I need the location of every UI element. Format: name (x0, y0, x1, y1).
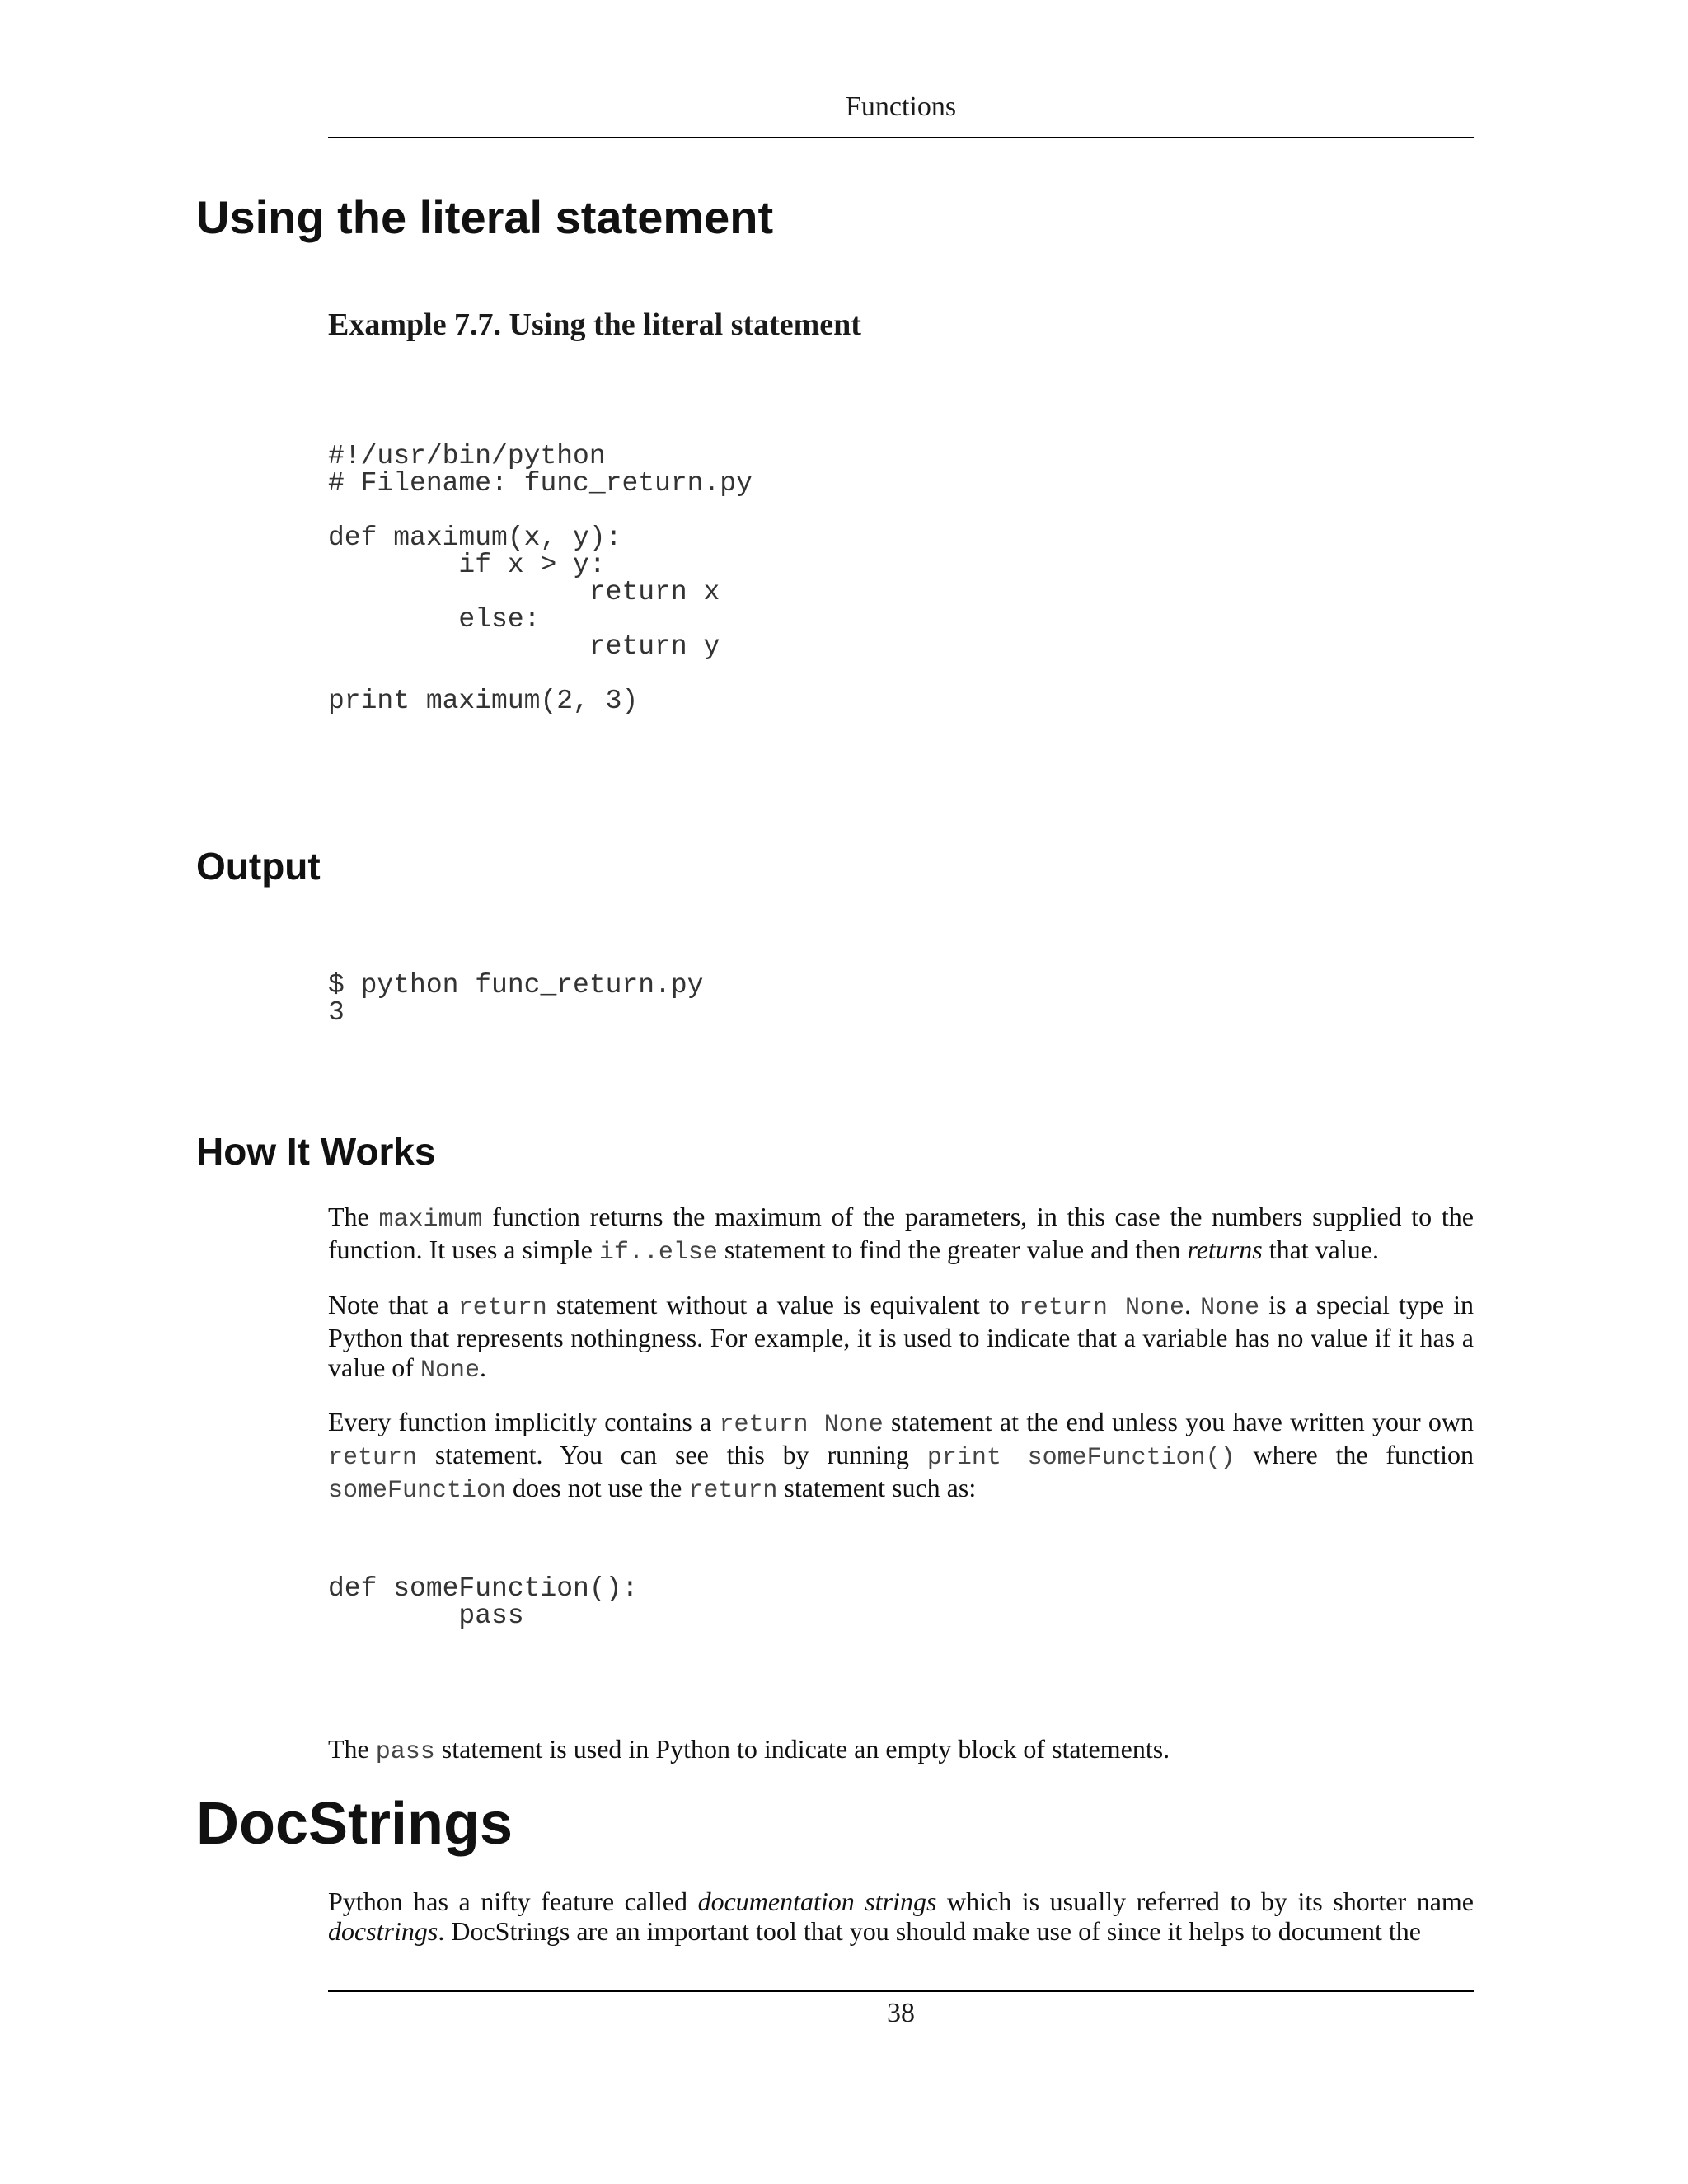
section-heading-docstrings: DocStrings (196, 1791, 513, 1857)
text-run: does not use the (506, 1473, 689, 1502)
text-run: where the function (1235, 1440, 1474, 1469)
emphasis: documentation strings (697, 1886, 937, 1916)
page-number: 38 (887, 1998, 915, 2028)
text-run: . (1184, 1290, 1201, 1319)
text-run: statement at the end unless you have written your own (883, 1407, 1474, 1436)
text-run: . (479, 1352, 486, 1382)
text-run: The (328, 1734, 376, 1764)
text-run: statement such as: (777, 1473, 977, 1502)
code-block-some-function: def someFunction(): pass (328, 1573, 639, 1631)
text-run: Python has a nifty feature called (328, 1886, 698, 1916)
text-run: statement. You can see this by running (417, 1440, 927, 1469)
inline-code: return None (719, 1411, 884, 1439)
inline-code: return (457, 1294, 547, 1322)
inline-code: if..else (598, 1239, 718, 1267)
inline-code: return (688, 1477, 778, 1505)
text-run: that value. (1262, 1235, 1379, 1264)
inline-code: return None (1018, 1294, 1185, 1322)
inline-code: return (328, 1444, 418, 1472)
running-header: Functions (845, 91, 957, 122)
text-run: function returns the maximum of the parameters, in this case the numbers supplied to the function. It uses a simple (328, 1202, 1475, 1264)
emphasis: returns (1187, 1235, 1263, 1264)
paragraph-how-1 (328, 1202, 1474, 1268)
text-run: The (328, 1202, 379, 1231)
text-run: Note that a (328, 1290, 458, 1319)
code-block-func-return: #!/usr/bin/python # Filename: func_return.py def maximum(x, y): if x > y: return x else: return y print maximum(2, 3) (328, 441, 753, 716)
footer-rule (328, 1990, 1474, 1992)
inline-code: maximum (378, 1206, 483, 1234)
section-heading-literal: Using the literal statement (196, 191, 774, 243)
inline-code: pass (375, 1738, 435, 1766)
section-heading-output: Output (196, 845, 321, 888)
section-heading-how-it-works: How It Works (196, 1130, 436, 1173)
paragraph-how-3 (328, 1407, 1474, 1506)
paragraph-how-4 (328, 1734, 1474, 1767)
inline-code: None (1200, 1294, 1260, 1322)
text-run: statement to find the greater value and then (717, 1235, 1188, 1264)
inline-code: print someFunction() (926, 1444, 1236, 1472)
header-rule (328, 137, 1474, 138)
paragraph-docstrings-1 (328, 1886, 1474, 1946)
text-run: . DocStrings are an important tool that you should make use of since it helps to document the (438, 1916, 1421, 1946)
emphasis: docstrings (328, 1916, 438, 1946)
inline-code: someFunction (328, 1477, 507, 1505)
paragraph-how-2 (328, 1290, 1474, 1385)
text-run: statement without a value is equivalent to (546, 1290, 1019, 1319)
example-title: Example 7.7. Using the literal statement (328, 307, 861, 342)
text-run: Every function implicitly contains a (328, 1407, 720, 1436)
text-run: which is usually referred to by its shorter name (936, 1886, 1475, 1916)
text-run: statement is used in Python to indicate an empty block of statements. (434, 1734, 1170, 1764)
code-block-output: $ python func_return.py 3 (328, 970, 704, 1028)
text-run: is a special type in Python that represents nothingness. For example, it is used to indicate that a variable has no value if it has a value of (328, 1290, 1475, 1382)
inline-code: None (420, 1357, 480, 1385)
